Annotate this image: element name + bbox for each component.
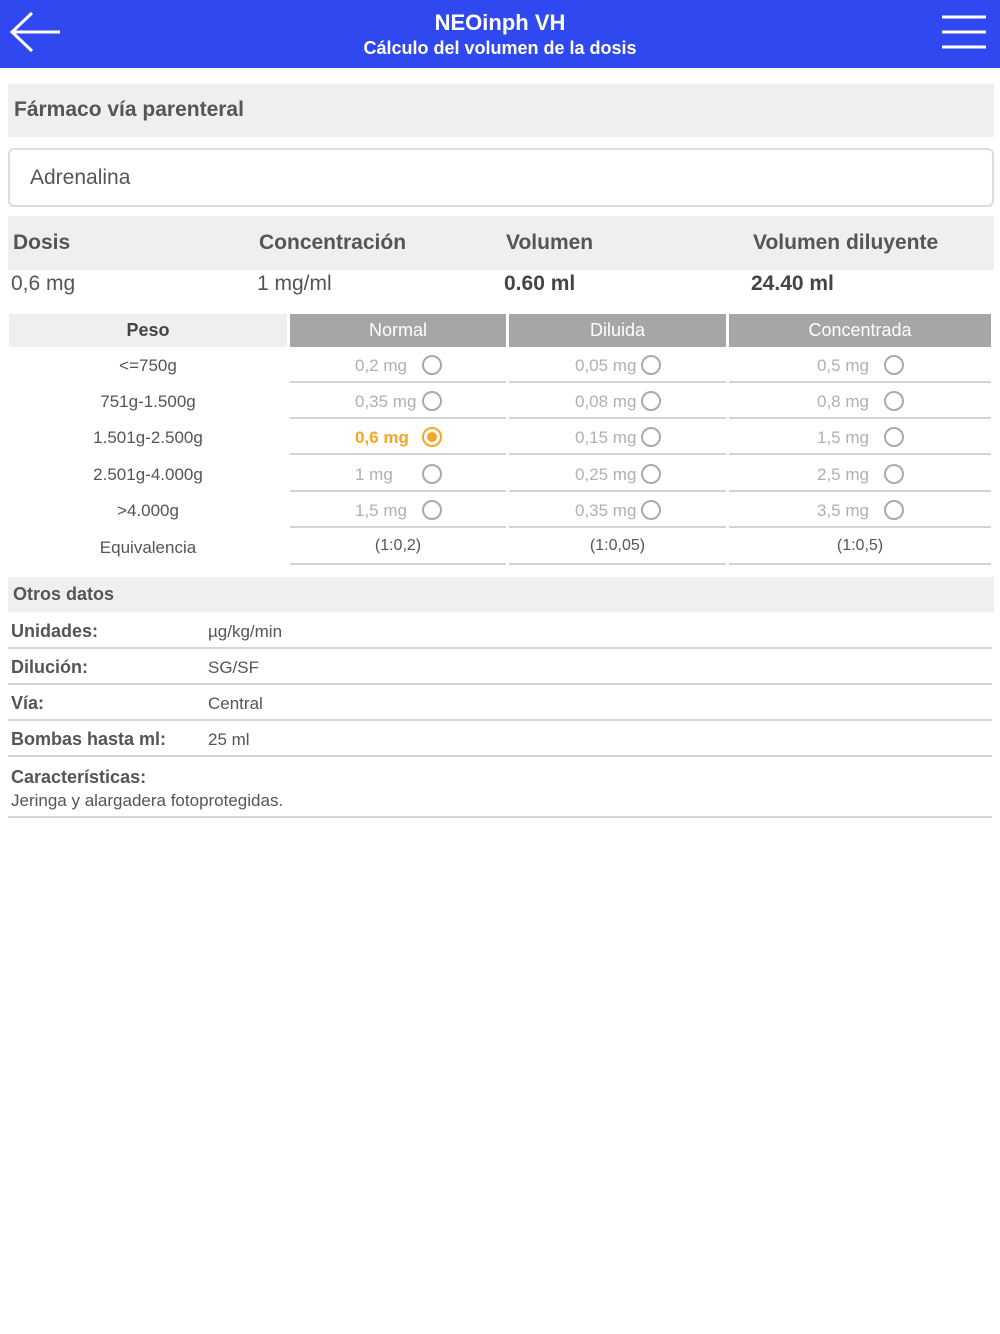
radio-icon [641,427,661,447]
dilution-label: Dilución: [11,657,88,677]
header-titles [200,9,800,60]
volume-header: Volumen [506,231,594,254]
volume-value: 0.60 ml [504,272,576,295]
route-label: Vía: [11,693,45,713]
peso-column-header: Peso [9,314,287,347]
app-title: NEOinph VH [434,10,566,35]
other-data-heading: Otros datos [8,577,994,612]
app-bar [0,0,1000,68]
radio-icon [641,391,661,411]
normal-column-header: Normal [290,314,506,347]
dose-option-concentrada[interactable] [729,383,991,419]
dose-option-value: 3,5 mg [817,501,869,520]
radio-icon [422,391,442,411]
radio-icon [884,464,904,484]
dose-option-value: 1,5 mg [817,428,869,447]
radio-icon [884,355,904,375]
dose-option-normal[interactable] [290,347,506,383]
diluent-volume-header: Volumen diluyente [753,231,939,254]
peso-label: <=750g [119,356,177,375]
equivalence-label: Equivalencia [99,538,197,557]
pumps-row [8,721,992,757]
dose-option-normal-selected[interactable] [290,419,506,455]
characteristics-label: Características: [11,767,147,787]
dose-option-value: 0,08 mg [575,392,637,411]
radio-icon [641,500,661,520]
peso-label: 751g-1.500g [100,392,196,411]
dilution-value: SG/SF [208,658,260,677]
dose-option-value: 0,2 mg [355,356,407,375]
dilution-row [8,649,992,685]
pumps-label: Bombas hasta ml: [11,729,167,749]
dose-option-normal[interactable] [290,383,506,419]
radio-icon [641,355,661,375]
dose-option-value: 0,5 mg [817,356,869,375]
radio-selected-icon [422,427,442,447]
peso-label: >4.000g [117,501,179,520]
pumps-value: 25 ml [208,730,250,749]
dose-option-value: 0,35 mg [355,392,417,411]
dose-option-concentrada[interactable] [729,347,991,383]
dose-option-concentrada[interactable] [729,419,991,455]
dose-option-value: 1,5 mg [355,501,407,520]
radio-icon [422,355,442,375]
dose-option-diluida[interactable] [509,383,726,419]
arrow-left-icon[interactable] [8,10,64,54]
equivalence-normal: (1:0,2) [290,529,506,565]
dose-option-value: 0,25 mg [575,465,637,484]
concentration-header: Concentración [259,231,407,254]
dose-option-diluida[interactable] [509,347,726,383]
concentrada-column-header: Concentrada [729,314,991,347]
dose-option-normal[interactable] [290,456,506,492]
hamburger-menu-icon[interactable] [940,12,988,52]
dose-option-value: 0,6 mg [355,428,409,447]
equivalence-diluida: (1:0,05) [509,529,726,565]
peso-label: 1.501g-2.500g [93,428,203,447]
drug-section-heading: Fármaco vía parenteral [8,84,994,137]
radio-icon [422,464,442,484]
dose-option-value: 0,05 mg [575,356,637,375]
dose-value: 0,6 mg [11,272,76,295]
units-row [8,613,992,649]
dose-header: Dosis [13,231,71,254]
dose-option-value: 0,15 mg [575,428,637,447]
characteristics-block [8,758,992,818]
dose-option-value: 1 mg [355,465,393,484]
dose-option-value: 0,35 mg [575,501,637,520]
dose-option-diluida[interactable] [509,456,726,492]
characteristics-value: Jeringa y alargadera fotoprotegidas. [11,791,284,810]
equivalence-concentrada: (1:0,5) [729,529,991,565]
peso-label: 2.501g-4.000g [93,465,203,484]
diluida-column-header: Diluida [509,314,726,347]
route-value: Central [208,694,263,713]
dose-option-normal[interactable] [290,492,506,528]
units-label: Unidades: [11,621,99,641]
radio-icon [641,464,661,484]
units-value: µg/kg/min [208,622,283,641]
page-subtitle: Cálculo del volumen de la dosis [363,38,637,58]
dose-option-diluida[interactable] [509,492,726,528]
dose-option-concentrada[interactable] [729,456,991,492]
concentration-value: 1 mg/ml [257,272,332,295]
dose-option-value: 0,8 mg [817,392,869,411]
dose-option-diluida[interactable] [509,419,726,455]
drug-name-field[interactable] [8,148,994,207]
radio-icon [422,500,442,520]
dose-option-concentrada[interactable] [729,492,991,528]
dose-option-value: 2,5 mg [817,465,869,484]
radio-icon [884,427,904,447]
radio-icon [884,391,904,411]
diluent-volume-value: 24.40 ml [751,272,834,295]
radio-icon [884,500,904,520]
route-row [8,685,992,721]
